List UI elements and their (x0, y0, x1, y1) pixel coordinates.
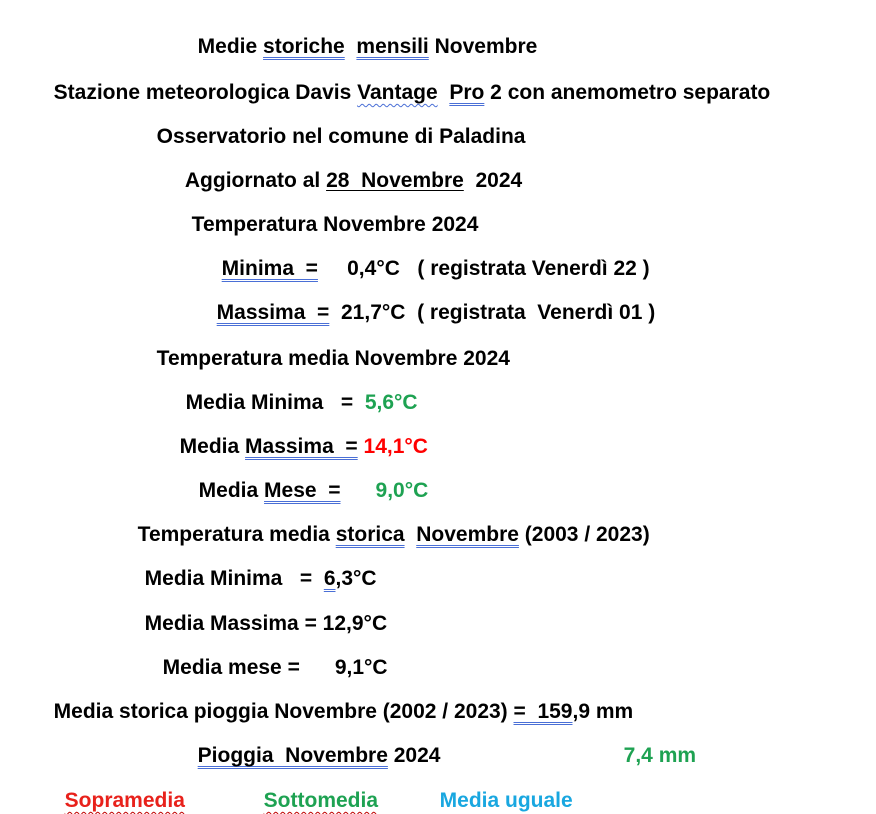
media-mese-label-2: Mese = (264, 479, 341, 502)
massima-line (205, 274, 656, 324)
station-text-1: Stazione meteorologica Davis (53, 81, 358, 104)
observatory-line (145, 98, 526, 148)
historic-heading-text-1: Temperatura media (137, 523, 336, 546)
historic-minima-decimal: ,3°C (335, 567, 377, 590)
title-text-2: Novembre (428, 35, 538, 58)
minima-label: Minima = (221, 257, 318, 280)
historic-minima-label: Media Minima = (144, 567, 324, 590)
station-line (42, 54, 771, 104)
station-text-2: 2 con anemometro separato (484, 81, 771, 104)
historic-heading-space (405, 523, 417, 546)
media-massima-label-2: Massima = (245, 435, 358, 458)
minima-line (210, 230, 650, 280)
temperature-heading-text: Temperatura Novembre 2024 (191, 213, 479, 236)
updated-line (174, 142, 523, 192)
legend-below: Sottomedia (263, 789, 379, 812)
media-massima-line (168, 408, 428, 458)
title-text-storiche: storiche (263, 35, 345, 58)
historic-heading-storica: storica (335, 523, 405, 546)
page-title (186, 8, 538, 58)
legend-equal-wrapper (428, 762, 573, 812)
rain-2024-label: Pioggia Novembre (197, 744, 388, 767)
average-heading (145, 320, 510, 370)
average-heading-text: Temperatura media Novembre 2024 (156, 347, 510, 370)
legend-above-wrapper (53, 762, 185, 812)
massima-value: 21,7°C ( registrata Venerdì 01 ) (329, 301, 656, 324)
media-minima-label: Media Minima = (185, 391, 365, 414)
historic-heading-years: (2003 / 2023) (518, 523, 650, 546)
media-mese-value: 9,0°C (375, 479, 429, 502)
legend-above: Sopramedia (64, 789, 185, 812)
media-massima-value: 14,1°C (363, 435, 428, 458)
rain-historic-label: Media storica pioggia Novembre (2002 / 2023) (53, 700, 514, 723)
legend-equal: Media uguale (439, 789, 573, 812)
rain-2024-value-wrapper (612, 717, 697, 767)
station-text-pro: Pro (449, 81, 485, 104)
observatory-text: Osservatorio nel comune di Paladina (156, 125, 526, 148)
title-text-mensili: mensili (356, 35, 429, 58)
historic-massima-text: Media Massima = 12,9°C (144, 612, 388, 635)
historic-minima-integer: 6 (323, 567, 336, 590)
legend-below-wrapper (252, 762, 379, 812)
rain-2024-value: 7,4 mm (623, 744, 697, 767)
historic-heading (126, 496, 650, 546)
massima-label: Massima = (216, 301, 330, 324)
temperature-heading (180, 186, 479, 236)
station-text-vantage: Vantage (357, 81, 438, 104)
rain-2024-line (186, 717, 441, 767)
rain-historic-decimal: ,9 mm (572, 700, 634, 723)
historic-mese-line (151, 629, 388, 679)
minima-value: 0,4°C ( registrata Venerdì 22 ) (317, 257, 650, 280)
title-text-1: Medie (197, 35, 264, 58)
updated-text-1: Aggiornato al (184, 169, 327, 192)
rain-historic-line (42, 673, 634, 723)
media-mese-line (187, 452, 429, 502)
updated-date: 28 Novembre (326, 169, 464, 192)
historic-mese-text: Media mese = 9,1°C (162, 656, 388, 679)
media-minima-value: 5,6°C (364, 391, 418, 414)
historic-minima-line (133, 540, 377, 590)
rain-historic-integer: = 159 (513, 700, 573, 723)
updated-year: 2024 (463, 169, 523, 192)
media-massima-label-1: Media (179, 435, 246, 458)
rain-2024-year: 2024 (387, 744, 441, 767)
media-minima-line (174, 364, 418, 414)
media-mese-label-1: Media (198, 479, 265, 502)
historic-massima-line (133, 585, 388, 635)
historic-heading-novembre: Novembre (416, 523, 519, 546)
